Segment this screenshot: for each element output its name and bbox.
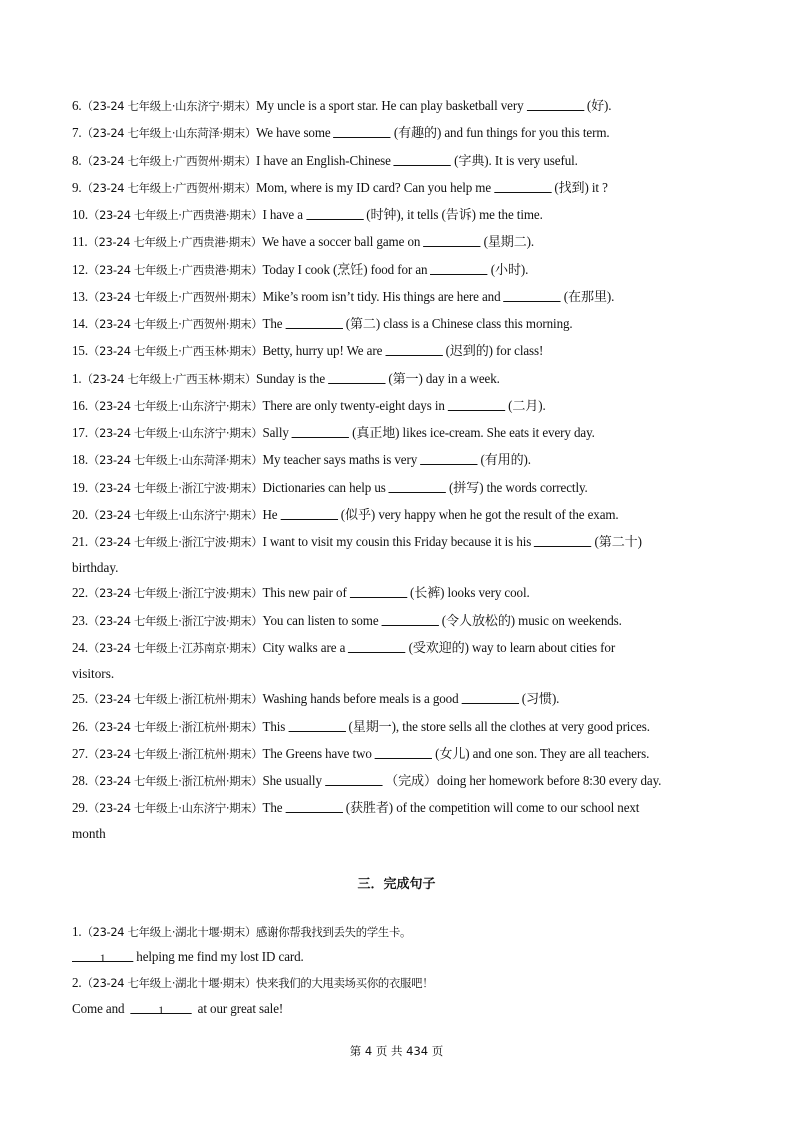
answer-blank[interactable] <box>285 800 342 813</box>
answer-blank[interactable] <box>385 343 442 356</box>
answer-blank[interactable] <box>503 289 560 302</box>
answer-blank[interactable] <box>430 262 487 275</box>
question-line: 8.（23-24 七年级上·广西贺州·期末）I have an English-Chinese (字典). It is very useful. <box>72 153 578 168</box>
question-line: 6.（23-24 七年级上·山东济宁·期末）My uncle is a sport star. He can play basketball very (好). <box>72 98 612 113</box>
question-line: 15.（23-24 七年级上·广西玉林·期末）Betty, hurry up! We are (迟到的) for class! <box>72 343 544 358</box>
question-line: 22.（23-24 七年级上·浙江宁波·期末）This new pair of (长裤) looks very cool. <box>72 585 530 600</box>
page-footer: 第 4 页 共 434 页 <box>349 1044 444 1058</box>
section-title: 三．完成句子 <box>357 877 436 892</box>
answer-blank[interactable] <box>292 425 349 438</box>
answer-blank[interactable] <box>288 719 345 732</box>
question-line: 16.（23-24 七年级上·山东济宁·期末）There are only twenty-eight days in (二月). <box>72 398 546 413</box>
answer-blank[interactable] <box>280 507 337 520</box>
question-line: 18.（23-24 七年级上·山东菏泽·期末）My teacher says maths is very (有用的). <box>72 452 531 467</box>
question-line: 12.（23-24 七年级上·广西贵港·期末）Today I cook (烹饪) food for an (小时). <box>72 262 529 277</box>
answer-blank[interactable] <box>350 585 407 598</box>
sentence-prompt: 1.（23-24 七年级上·湖北十堰·期末）感谢你帮我找到丢失的学生卡。 <box>72 924 412 939</box>
answer-blank[interactable] <box>394 153 451 166</box>
sentence-answer-line: Come and 1 at our great sale! <box>72 1001 284 1017</box>
answer-blank[interactable] <box>534 534 591 547</box>
sentence-answer-line: 1 helping me find my lost ID card. <box>72 948 725 965</box>
question-line: 27.（23-24 七年级上·浙江杭州·期末）The Greens have two (女儿) and one son. They are all teachers. <box>72 746 650 761</box>
question-line: 7.（23-24 七年级上·山东菏泽·期末）We have some (有趣的) and fun things for you this term. <box>72 125 610 140</box>
question-continuation: birthday. <box>72 560 119 575</box>
answer-blank[interactable] <box>461 691 518 704</box>
answer-blank[interactable] <box>328 371 385 384</box>
question-continuation: visitors. <box>72 666 115 681</box>
answer-blank[interactable] <box>306 207 363 220</box>
question-line: 10.（23-24 七年级上·广西贵港·期末）I have a (时钟), it tells (告诉) me the time. <box>72 207 543 222</box>
question-line: 28.（23-24 七年级上·浙江杭州·期末）She usually （完成）doing her homework before 8:30 every day. <box>72 773 662 788</box>
answer-blank[interactable] <box>389 480 446 493</box>
question-line: 26.（23-24 七年级上·浙江杭州·期末）This (星期一), the store sells all the clothes at very good prices. <box>72 719 650 734</box>
question-line: 23.（23-24 七年级上·浙江宁波·期末）You can listen to some (令人放松的) music on weekends. <box>72 613 622 628</box>
question-line: 13.（23-24 七年级上·广西贺州·期末）Mike’s room isn’t tidy. His things are here and (在那里). <box>72 289 615 304</box>
answer-blank[interactable] <box>334 125 391 138</box>
sentence-prompt: 2.（23-24 七年级上·湖北十堰·期末）快来我们的大甩卖场买你的衣服吧！ <box>72 975 434 990</box>
answer-blank[interactable] <box>448 398 505 411</box>
answer-blank[interactable] <box>420 452 477 465</box>
answer-blank[interactable] <box>285 316 342 329</box>
answer-blank[interactable] <box>381 613 438 626</box>
question-line: 20.（23-24 七年级上·山东济宁·期末）He (似乎) very happy when he got the result of the exam. <box>72 507 619 522</box>
question-line: 21.（23-24 七年级上·浙江宁波·期末）I want to visit my cousin this Friday because it is his (第二十) <box>72 534 642 549</box>
question-continuation: month <box>72 826 106 841</box>
question-line: 29.（23-24 七年级上·山东济宁·期末）The (获胜者) of the competition will come to our school next <box>72 800 640 815</box>
question-line: 24.（23-24 七年级上·江苏南京·期末）City walks are a (受欢迎的) way to learn about cities for <box>72 640 616 655</box>
question-line: 19.（23-24 七年级上·浙江宁波·期末）Dictionaries can help us (拼写) the words correctly. <box>72 480 588 495</box>
answer-blank[interactable] <box>423 234 480 247</box>
question-line: 14.（23-24 七年级上·广西贺州·期末）The (第二) class is a Chinese class this morning. <box>72 316 573 331</box>
answer-blank[interactable] <box>325 773 382 786</box>
answer-blank[interactable] <box>527 98 584 111</box>
question-line: 17.（23-24 七年级上·山东济宁·期末）Sally (真正地) likes ice-cream. She eats it every day. <box>72 425 595 440</box>
question-line: 1.（23-24 七年级上·广西玉林·期末）Sunday is the (第一) day in a week. <box>72 371 500 386</box>
answer-blank[interactable] <box>494 180 551 193</box>
answer-blank[interactable]: 1 <box>72 949 133 962</box>
question-line: 9.（23-24 七年级上·广西贺州·期末）Mom, where is my ID card? Can you help me (找到) it ? <box>72 180 608 195</box>
question-line: 11.（23-24 七年级上·广西贵港·期末）We have a soccer ball game on (星期二). <box>72 234 535 249</box>
answer-blank[interactable]: 1 <box>130 1001 191 1014</box>
question-line: 25.（23-24 七年级上·浙江杭州·期末）Washing hands before meals is a good (习惯). <box>72 691 560 706</box>
answer-blank[interactable] <box>375 746 432 759</box>
answer-blank[interactable] <box>348 640 405 653</box>
